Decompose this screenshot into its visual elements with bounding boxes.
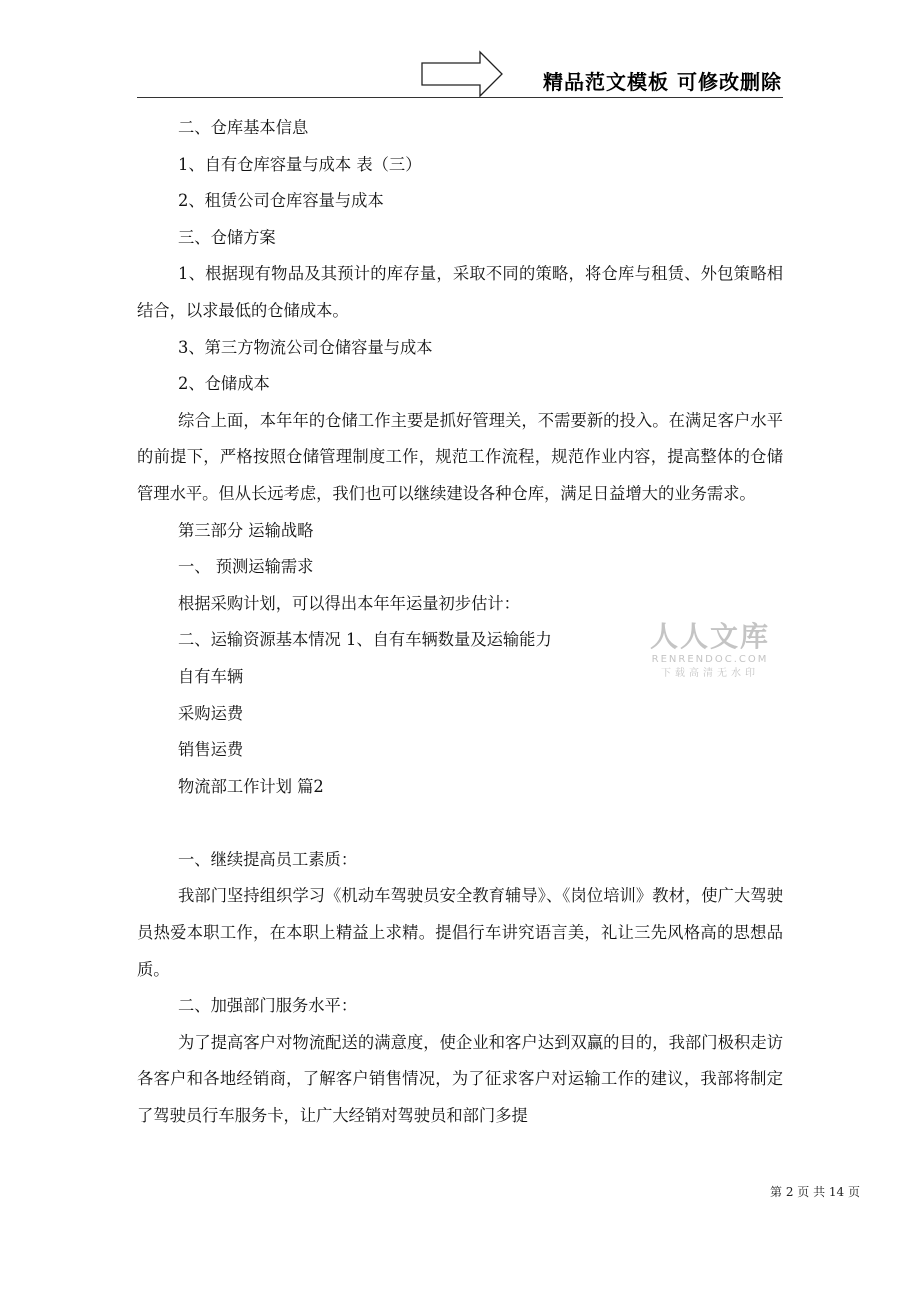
body-paragraph: 二、仓库基本信息: [178, 118, 309, 137]
blank-line: [137, 805, 783, 842]
body-paragraph: 1、自有仓库容量与成本 表（三）: [178, 154, 422, 174]
body-paragraph: 3、第三方物流公司仓储容量与成本: [178, 337, 433, 357]
watermark: [645, 620, 775, 682]
header-rule: [137, 97, 783, 98]
body-paragraph: 我部门坚持组织学习《机动车驾驶员安全教育辅导》、《岗位培训》教材，使广大驾驶员热爱本职工作，在本职上精益上求精。提倡行车讲究语言美，礼让三先风格高的思想品质。: [137, 886, 783, 979]
right-arrow-outline-icon: [420, 50, 504, 98]
body-paragraph: 2、租赁公司仓库容量与成本: [178, 191, 384, 211]
body-paragraph: 1、根据现有物品及其预计的库存量，采取不同的策略，将仓库与租赁、外包策略相结合，以求最低的仓储成本。: [137, 264, 783, 320]
page-number: 第 2 页 共 14 页: [770, 1185, 860, 1199]
body-paragraph: 自有车辆: [178, 666, 244, 686]
body-paragraph: 一、 预测运输需求: [178, 557, 314, 577]
body-paragraph: 物流部工作计划 篇2: [178, 776, 324, 796]
watermark-note: 下载高清无水印: [661, 668, 759, 679]
watermark-main: 人人文库: [649, 620, 770, 653]
body-paragraph: 三、仓储方案: [178, 227, 276, 247]
body-paragraph: 一、继续提高员工素质：: [178, 849, 358, 869]
body-paragraph: 综合上面，本年年的仓储工作主要是抓好管理关，不需要新的投入。在满足客户水平的前提下，严格按照仓储管理制度工作，规范工作流程，规范作业内容，提高整体的仓储管理水平。但从长远考虑，我们也可以继续建设各种仓库，满足日益增大的业务需求。: [137, 410, 783, 503]
body-paragraph: 第三部分 运输战略: [178, 520, 314, 540]
body-paragraph: 2、仓储成本: [178, 374, 270, 394]
header-title: 精品范文模板 可修改删除: [543, 70, 782, 94]
body-paragraph: 二、运输资源基本情况 1、自有车辆数量及运输能力: [178, 630, 552, 650]
watermark-sub: RENRENDOC.COM: [651, 654, 769, 665]
body-paragraph: 二、加强部门服务水平：: [178, 996, 358, 1016]
body-paragraph: 销售运费: [178, 740, 244, 760]
body-paragraph: 采购运费: [178, 703, 244, 723]
body-paragraph: 为了提高客户对物流配送的满意度，使企业和客户达到双赢的目的，我部门极积走访各客户和各地经销商，了解客户销售情况，为了征求客户对运输工作的建议，我部将制定了驾驶员行车服务卡，让广大经销对驾驶员和部门多提: [137, 1032, 783, 1126]
body-paragraph: 根据采购计划，可以得出本年年运量初步估计：: [178, 593, 520, 613]
